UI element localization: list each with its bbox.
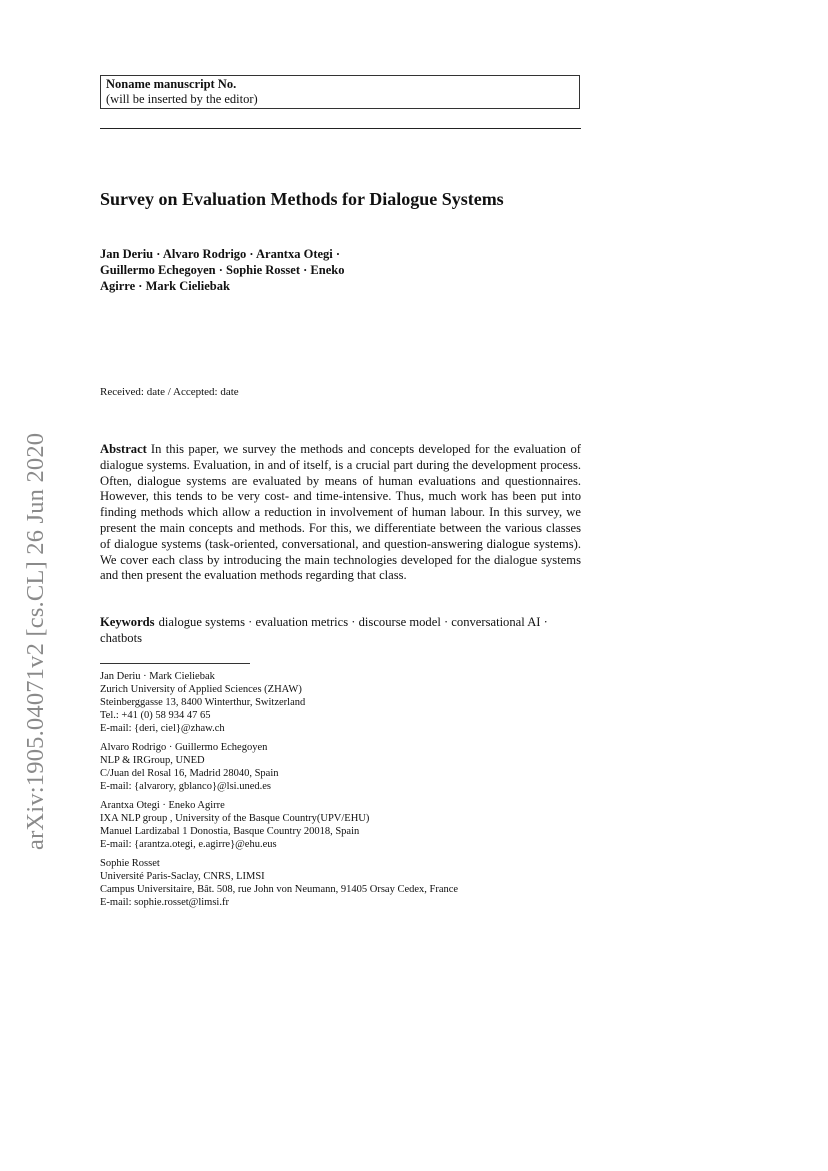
affiliation-address: C/Juan del Rosal 16, Madrid 28040, Spain [100,768,279,779]
author-line-3: Agirre · Mark Cieliebak [100,279,230,293]
affiliation-org: NLP & IRGroup, UNED [100,755,205,766]
affiliation-email: E-mail: {arantza.otegi, e.agirre}@ehu.eus [100,839,277,850]
affiliation-names: Alvaro Rodrigo · Guillermo Echegoyen [100,742,268,753]
paper-title: Survey on Evaluation Methods for Dialogue Systems [100,189,504,209]
author-line-1: Jan Deriu · Alvaro Rodrigo · Arantxa Otegi · [100,247,341,261]
affiliation-address: Manuel Lardizabal 1 Donostia, Basque Country 20018, Spain [100,826,360,837]
keywords [100,614,581,646]
keywords-label: Keywords [100,615,155,629]
affiliation-block [100,741,581,793]
affiliation-names: Arantxa Otegi · Eneko Agirre [100,800,225,811]
arxiv-stamp: arXiv:1905.04071v2 [cs.CL] 26 Jun 2020 [22,432,49,850]
header-rule [100,128,581,129]
affiliation-block [100,857,581,909]
manuscript-header-box [100,75,580,109]
author-line-2: Guillermo Echegoyen · Sophie Rosset · Eneko [100,263,345,277]
manuscript-label: Noname manuscript No. [106,77,237,91]
abstract [100,442,581,584]
affiliation-tel: Tel.: +41 (0) 58 934 47 65 [100,710,211,721]
abstract-label: Abstract [100,442,147,456]
affiliation-block [100,670,581,735]
editor-note: (will be inserted by the editor) [106,92,258,106]
received-date: Received: date / Accepted: date [100,386,239,398]
affiliation-names: Sophie Rosset [100,858,160,869]
author-list [100,246,400,294]
affiliation-names: Jan Deriu · Mark Cieliebak [100,671,215,682]
abstract-text: In this paper, we survey the methods and concepts developed for the evaluation of dialogue systems. Evaluation, in and of itself, is a crucial part during the development process. Often, dialogue systems are evaluated by means of human evaluations and questionnaires. However, this tends to be very cost- and time-intensive. Thus, much work has been put into finding methods which allow a reduction in involvement of human labour. In this survey, we present the main concepts and methods. For this, we differentiate between the various classes of dialogue systems (task-oriented, conversational, and question-answering dialogue systems). We cover each class by introducing the main technologies developed for the dialogue systems and then present the evaluation methods regarding that class. [100,442,581,583]
affiliation-org: Zurich University of Applied Sciences (ZHAW) [100,684,302,695]
affiliation-email: E-mail: sophie.rosset@limsi.fr [100,897,229,908]
keywords-text: dialogue systems · evaluation metrics · discourse model · conversational AI · chatbots [100,615,548,645]
affiliation-org: Université Paris-Saclay, CNRS, LIMSI [100,871,265,882]
affiliation-address: Campus Universitaire, Bât. 508, rue John von Neumann, 91405 Orsay Cedex, France [100,884,459,895]
affiliation-block [100,799,581,851]
affiliation-address: Steinberggasse 13, 8400 Winterthur, Switzerland [100,697,306,708]
affiliation-email: E-mail: {alvarory, gblanco}@lsi.uned.es [100,781,271,792]
affiliation-email: E-mail: {deri, ciel}@zhaw.ch [100,723,225,734]
footnote-rule [100,663,250,664]
affiliation-org: IXA NLP group , University of the Basque Country(UPV/EHU) [100,813,370,824]
